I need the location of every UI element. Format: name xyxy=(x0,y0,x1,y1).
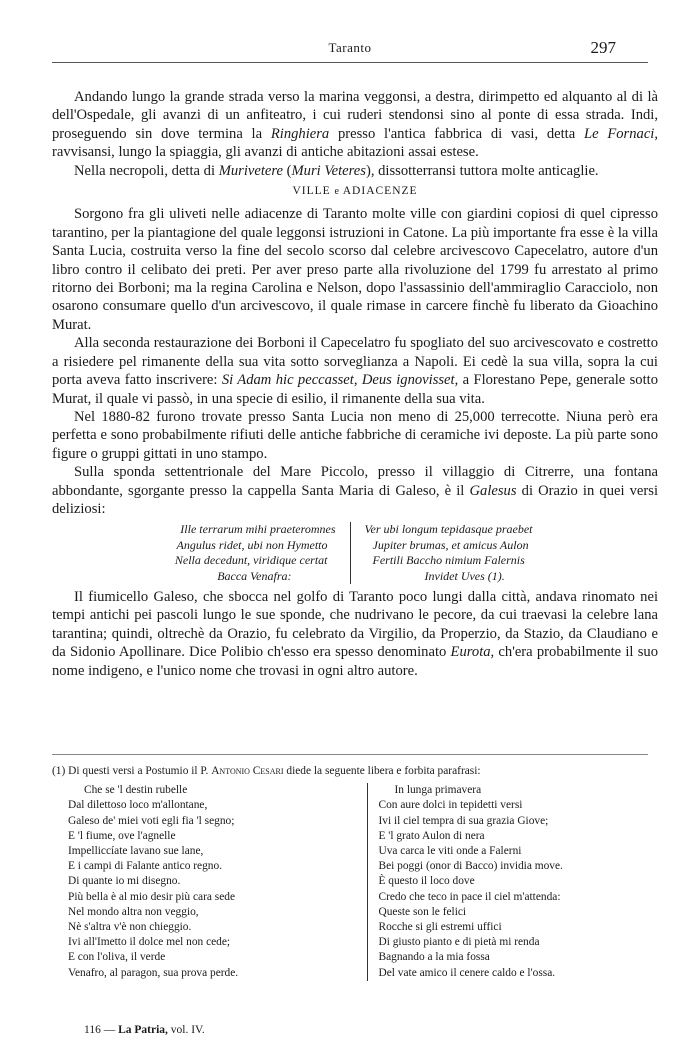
poem-right-column xyxy=(367,783,658,981)
header-rule xyxy=(52,62,648,63)
poem-line: E 'l grato Aulon di nera xyxy=(378,829,485,842)
text: Alla seconda restaurazione dei Borboni il Capecelatro fu spogliato del suo arcivescovato e costretto a risiedere pel rimanente della sua vita sotto sorveglianza a Napoli. Ei cedè la sua villa, sopra la cui porta aveva fatto inscrivere: xyxy=(52,335,658,389)
poem-line: Galeso de' miei voti egli fia 'l segno; xyxy=(68,814,235,827)
section-heading xyxy=(52,182,658,201)
paragraph xyxy=(52,334,658,408)
italic-term: Muri Veteres xyxy=(291,162,366,179)
text: , dissotterransi tuttora molte anticaglie. xyxy=(370,162,599,179)
poem-line: Impelliccíate lavano sue lane, xyxy=(68,845,204,858)
footnote xyxy=(52,764,658,981)
poem-line: Bei poggi (onor di Bacco) invidia move. xyxy=(378,860,563,873)
page-number: 297 xyxy=(590,38,616,57)
verse-line: Bacca Venafra: xyxy=(217,568,292,583)
verse-line: Fertili Baccho nimium Falernis xyxy=(372,553,525,568)
italic-inscription: Si Adam hic peccasset, Deus ignovisset xyxy=(221,372,455,389)
paragraph: Sorgono fra gli uliveti nelle adiacenze di Taranto molte ville con giardini copiosi di quel cipresso tarantino, per la piantagione del quale leggonsi istruzioni in Catone. La più importante fra esse è la villa Santa Lucia, costruita verso la fine del secolo scorso dal celebre arcivescovo Capecelatro, autore d'un libro contro il celibato dei preti. Per aver preso parte alla rivoluzione del 1799 fu arrestato al primo ritorno dei Borboni; ma la regina Carolina e Nelson, dopo l'assassinio dell'ammiraglio Caracciolo, non osarono consumare quello d'un arcivescovo, il quale rimase in carcere finchè fu liberato da Gioachino Murat. xyxy=(52,206,658,333)
text: di Orazio in quei versi deliziosi: xyxy=(52,482,659,517)
italic-term: Murivetere xyxy=(218,162,283,179)
printer-signature xyxy=(84,1024,205,1036)
text: , a Florestano Pepe, generale sotto Murat, il quale vi passò, in una specie di esilio, il rimanente della sua vita. xyxy=(52,372,658,407)
poem-line: Con aure dolci in tepidetti versi xyxy=(378,799,523,812)
poem-line: Ivi all'Imetto il dolce mel non cede; xyxy=(68,936,231,949)
footnote-rule xyxy=(52,754,648,755)
poem-line: Venafro, al paragon, sua prova perde. xyxy=(68,966,239,979)
text: Il fiumicello Galeso, che sbocca nel golfo di Taranto poco lungi dalla città, andava rinomato nei tempi antichi pei pascoli lungo le sue sponde, che nudrivano le pecore, da cui traevasi la celebre lana tarantina; quindi, oltrechè da Orazio, fu celebrato da Virgilio, da Properzio, da Stazio, da Claudiano e da Sidonio Apollinare. Dice Polibio ch'esso era spesso denominato xyxy=(52,588,658,661)
paragraph: Nella necropoli, detta di Murivetere (Muri Veteres), dissotterransi tuttora molte anticaglie. xyxy=(74,162,599,179)
poem-line: Credo che teco in pace il ciel m'attenda: xyxy=(378,890,561,903)
poem-line: Più bella è al mio desir più cara sede xyxy=(68,890,236,903)
poem-line: E 'l fiume, ove l'agnelle xyxy=(68,829,176,842)
italic-term: Galesus xyxy=(469,482,517,499)
text: presso l'antica fabbrica di vasi, detta xyxy=(337,125,576,142)
poem-line: Di giusto pianto e di pietà mi renda xyxy=(378,936,540,949)
verse-line: Invidet Uves (1). xyxy=(424,568,505,583)
footnote-intro xyxy=(52,764,658,779)
verse-line: Ver ubi longum tepidasque praebet xyxy=(364,522,533,537)
italic-term: Eurota xyxy=(450,644,491,661)
italic-term: Le Fornaci xyxy=(583,125,655,142)
paragraph xyxy=(52,463,658,518)
main-text xyxy=(52,88,658,680)
poem-line: Del vate amico il cenere caldo e l'ossa. xyxy=(378,966,556,979)
heading-word: VILLE xyxy=(292,185,331,198)
poem-left-column xyxy=(52,783,367,981)
text: Andando lungo la grande strada verso la marina veggonsi, a destra, dirimpetto ed alquanto al di là dell'Ospedale, gli avanzi di un anfiteatro, i cui ruderi stendonsi sino al ponte di essa strada. Indi, proseguendo sin dove termina la xyxy=(52,89,658,142)
paragraph xyxy=(52,588,658,680)
poem-line: È questo il loco dove xyxy=(378,875,475,888)
text: Di questi versi a Postumio il P. xyxy=(68,765,209,777)
verse-line: Angulus ridet, ubi non Hymetto xyxy=(176,537,328,552)
poem-line: E i campi di Falante antico regno. xyxy=(68,860,223,873)
latin-verse xyxy=(52,522,658,584)
poem-line: Rocche si gli estremi uffici xyxy=(378,921,502,934)
heading-word: ADIACENZE xyxy=(342,185,418,198)
text: , ch'era probabilmente il suo nome indigeno, e l'unico nome che trovasi in ogni altro autore. xyxy=(52,644,658,679)
footnote-poem xyxy=(52,783,658,981)
poem-line: Ivi il ciel tempra di sua grazia Giove; xyxy=(378,814,549,827)
running-header xyxy=(0,38,700,58)
sheet-number: 116 — xyxy=(84,1024,116,1036)
verse-left-column xyxy=(146,522,351,584)
paragraph: Nel 1880-82 furono trovate presso Santa Lucia non meno di 25,000 terrecotte. Niuna però era perfetta e sono probabilmente rifiuti delle antiche fabbriche di ceramiche ivi deposte. La più parte sono figure o gruppi gittati in uno stampo. xyxy=(52,408,658,462)
poem-line: Bagnando a la mia fossa xyxy=(378,951,490,964)
running-title: Taranto xyxy=(328,40,372,55)
italic-term: Ringhiera xyxy=(270,125,330,142)
volume: vol. IV. xyxy=(170,1024,205,1036)
poem-line: E con l'oliva, il verde xyxy=(68,951,166,964)
poem-line: Dal dilettoso loco m'allontane, xyxy=(68,799,208,812)
footnote-author: Antonio Cesari xyxy=(211,765,284,777)
footnote-marker: (1) xyxy=(52,765,66,777)
poem-line: Uva carca le viti onde a Falerni xyxy=(378,845,522,858)
publication-title: La Patria, xyxy=(118,1024,168,1036)
text: Nella necropoli, detta di xyxy=(74,162,216,179)
poem-line: In lunga primavera xyxy=(394,784,482,797)
poem-line: Nè s'altra v'è non chieggio. xyxy=(68,921,192,934)
verse-line: Jupiter brumas, et amicus Aulon xyxy=(372,537,529,552)
verse-line: Nella decedunt, viridique certat xyxy=(174,553,328,568)
poem-line: Nel mondo altra non veggio, xyxy=(68,905,199,918)
text: Sulla sponda settentrionale del Mare Piccolo, presso il villaggio di Citrerre, una fontana abbondante, sgorgante presso la cappella Santa Maria di Galeso, è il xyxy=(52,464,658,499)
heading-conjunction: e xyxy=(334,186,340,198)
poem-line: Di quante io mi disegno. xyxy=(68,875,181,888)
poem-line: Queste son le felici xyxy=(378,905,467,918)
verse-right-column xyxy=(351,522,565,584)
poem-line: Che se 'l destin rubelle xyxy=(84,784,188,797)
text: diede la seguente libera e forbita parafrasi: xyxy=(286,765,481,777)
text: , ravvisansi, lungo la spiaggia, gli avanzi di antiche abitazioni assai estese. xyxy=(52,125,659,161)
verse-line: Ille terrarum mihi praeteromnes xyxy=(180,522,336,537)
paragraph xyxy=(52,88,658,162)
